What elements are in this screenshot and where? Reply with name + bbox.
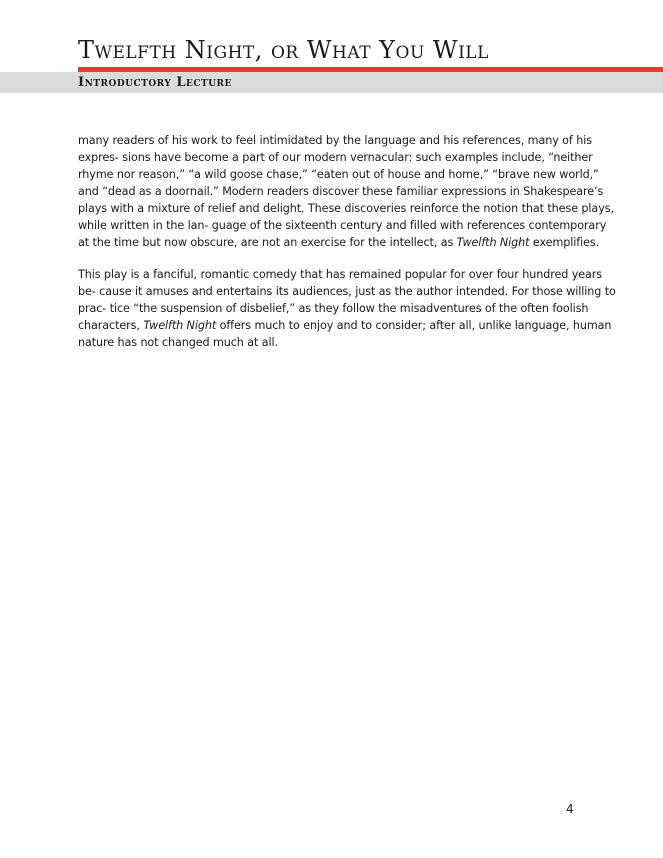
- paragraph-1-text-a: many readers of his work to feel intimidated by the language and his references, many of his expres- sions have become a part of our modern vernacular: such examples include, “neither rhyme nor reason,” “a wild goose chase,” “eaten out of house and home,” “brave new world,” and “dead as a doornail.” Modern readers discover these familiar expressions in Shakespeare’s plays with a mixture of relief and delight. These discoveries reinforce the notion that these plays, while written in the lan- guage of the sixteenth century and filled with references contemporary at the time but now obscure, are not an exercise for the intellect, as: [78, 134, 614, 249]
- paragraph-1-text-b: exemplifies.: [529, 236, 600, 249]
- page-subtitle: Introductory Lecture: [78, 75, 232, 90]
- page-number: 4: [566, 802, 574, 816]
- page-title: Twelfth Night, or What You Will: [78, 36, 489, 64]
- paragraph-2: [78, 266, 616, 351]
- paragraph-2-text-b: offers much to enjoy and to consider; after all, unlike language, human nature has not changed much at all.: [78, 319, 612, 349]
- paragraph-2-play-title: Twelfth Night: [143, 319, 217, 332]
- paragraph-1-play-title: Twelfth Night: [456, 236, 530, 249]
- paragraph-1: [78, 132, 616, 251]
- body-text: [78, 132, 616, 366]
- paragraph-2-text-a: This play is a fanciful, romantic comedy that has remained popular for over four hundred years be- cause it amuses and entertains its audiences, just as the author intended. For those willing to prac- tice “the suspension of disbelief,” as they follow the misadventures of the often foolish characters,: [78, 268, 616, 332]
